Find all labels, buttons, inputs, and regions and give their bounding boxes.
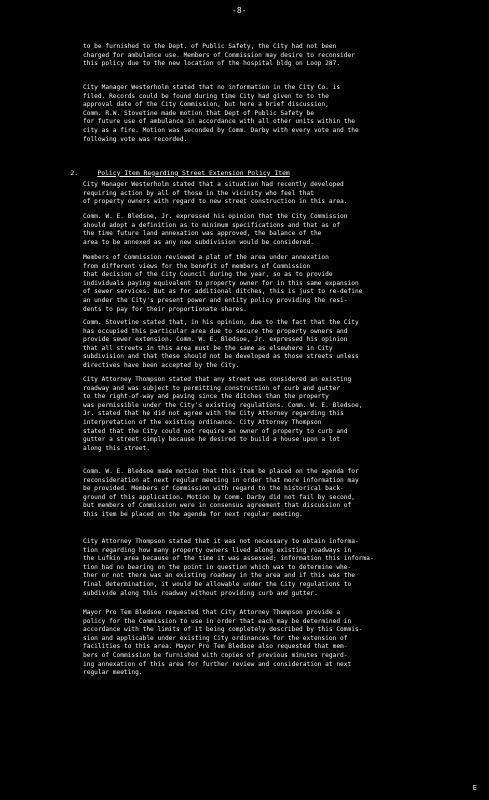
paragraph-7: City Attorney Thompson stated that any street was considered an existing roadway and was subject to permitting construction of curb and gutter to the right-of-way and paving since the ditches than the property was permissible under the City's existing regulations. Comm. W. E. Bledsoe, Jr. stated that he did not agree with the City Attorney regarding this interpretation of the existing ordinance. City Attorney Thompson stated that the City could not require an owner of property to curb and gutter a street simply because he desired to build a house upon a lot along this street. bbox=[83, 376, 363, 452]
paragraph-2: City Manager Westerholm stated that no information in the City Co. is filed. Records could be found during time City had given to to the approval date of the City Commission, but here a brief discussion, Comm. R.W. Stovetine made motion that Dept of Public Safety be for future use of ambulance in accordance with all other units within the city as a fire. Motion was seconded by Comm. Darby with every vote and the following vote was recorded. bbox=[83, 84, 359, 143]
paragraph-10: Mayor Pro Tem Bledsoe requested that City Attorney Thompson provide a policy for the Commission to use in order that each may be determined in accordance with the limits of it being completely described by this Commis- sion and applicable under existing City ordinances for the extension of facilities to this area. Mayor Pro Tem Bledsoe also requested that mem- bers of Commission be furnished with copies of previous minutes regard- ing annexation of this area for further review and consideration at next regular meeting. bbox=[83, 609, 363, 677]
paragraph-1: to be furnished to the Dept. of Public Safety, the City had not been charged for ambulance use. Members of Commission may desire to reconsider this policy due to the new location of the hospital bldg on Loop 287. bbox=[83, 43, 355, 68]
paragraph-3: City Manager Westerholm stated that a situation had recently developed requiring action by all of those in the vicinity who feel that of property owners with regard to new street construction in this area. bbox=[83, 181, 348, 206]
paragraph-5: Members of Commission reviewed a plat of the area under annexation from different views for the benefit of members of Commission that decision of the City Council during the year, so as to provide individuals paying equivalent to property owner for in this same expansion of sewer services. But as for additional ditches, this is just to re-define an under the City's present power and entity policy providing the resi- dents to pay for their proportionate shares. bbox=[83, 254, 363, 313]
paragraph-4: Comm. W. E. Bledsoe, Jr. expressed his opinion that the City Commission should adopt a definition as to minimum specifications and that as of the time future land annexation was approved, the balance of the area to be annexed as any new subdivision would be considered. bbox=[83, 213, 348, 246]
section-number: 2. bbox=[70, 168, 79, 177]
paragraph-6: Comm. Stovetine stated that, in his opinion, due to the fact that the City has occupied this particular area due to secure the property owners and provide sewer extension. Comm. W. E. Bledsoe, Jr. expressed his opinion that all streets in this area must be the same as elsewhere in City subdivision and that these should not be developed as those streets unless directives have been accepted by the City. bbox=[83, 319, 359, 369]
section-title: Policy Item Regarding Street Extension Policy Item bbox=[97, 168, 290, 177]
paragraph-9: City Attorney Thompson stated that it was not necessary to obtain informa- tion regarding how many property owners lived along existing roadways in the Lufkin area because of the time it was assessed; information this informa- tion had no bearing on the point in question which was to determine whe- ther or not there was an existing roadway in the area and if this was the final determination, it would be allowable under the City regulations to subdivide along this roadway without providing curb and gutter. bbox=[83, 538, 374, 597]
paragraph-8: Comm. W. E. Bledsoe made motion that this item be placed on the agenda for reconsideration at next regular meeting in order that more information may be provided. Members of Commission with regard to the historical back- ground of this application. Motion by Comm. Darby did not fail by second, but members of Commission were in consensus agreement that discussion of this item be placed on the agenda for next regular meeting. bbox=[83, 468, 359, 518]
page-number: -8- bbox=[232, 6, 247, 15]
corner-mark: E bbox=[472, 784, 477, 792]
